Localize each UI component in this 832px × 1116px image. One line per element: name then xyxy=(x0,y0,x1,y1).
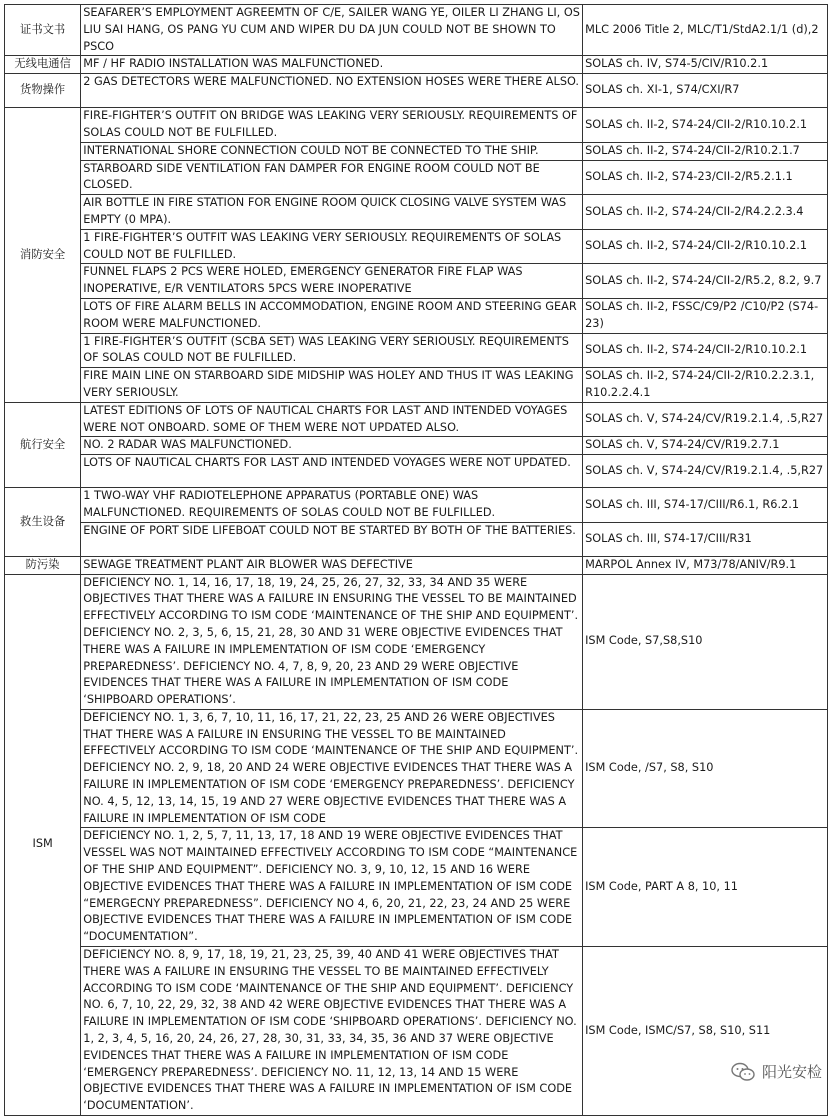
category-cell: 无线电通信 xyxy=(5,56,81,74)
regulation-reference-cell: SOLAS ch. II-2, S74-24/CII-2/R10.10.2.1 xyxy=(583,108,828,143)
regulation-reference-cell: SOLAS ch. II-2, FSSC/C9/P2 /C10/P2 (S74-23) xyxy=(583,298,828,333)
regulation-reference-cell: SOLAS ch. II-2, S74-24/CII-2/R10.2.1.7 xyxy=(583,142,828,160)
table-row xyxy=(5,333,828,368)
deficiency-description-cell: 1 FIRE-FIGHTER’S OUTFIT WAS LEAKING VERY SERIOUSLY. REQUIREMENTS OF SOLAS COULD NOT BE FULFILLED. xyxy=(81,229,583,264)
deficiency-description-cell: INTERNATIONAL SHORE CONNECTION COULD NOT BE CONNECTED TO THE SHIP. xyxy=(81,142,583,160)
regulation-reference-cell: SOLAS ch. II-2, S74-24/CII-2/R10.2.2.3.1, R10.2.2.4.1 xyxy=(583,368,828,403)
regulation-reference-cell: SOLAS ch. V, S74-24/CV/R19.2.7.1 xyxy=(583,437,828,455)
regulation-reference-cell: ISM Code, S7,S8,S10 xyxy=(583,574,828,709)
table-row xyxy=(5,709,828,828)
regulation-reference-cell: SOLAS ch. II-2, S74-23/CII-2/R5.2.1.1 xyxy=(583,160,828,195)
regulation-reference-cell: ISM Code, ISMC/S7, S8, S10, S11 xyxy=(583,947,828,1116)
table-row xyxy=(5,455,828,488)
regulation-reference-cell: ISM Code, /S7, S8, S10 xyxy=(583,709,828,828)
table-row xyxy=(5,828,828,947)
regulation-reference-cell: SOLAS ch. V, S74-24/CV/R19.2.1.4, .5,R27 xyxy=(583,402,828,437)
watermark-text: 阳光安检 xyxy=(761,1063,822,1081)
table-row xyxy=(5,74,828,108)
table-row xyxy=(5,947,828,1116)
deficiency-description-cell: LATEST EDITIONS OF LOTS OF NAUTICAL CHARTS FOR LAST AND INTENDED VOYAGES WERE NOT ONBOARD. SOME OF THEM WERE NOT UPDATED ALSO. xyxy=(81,402,583,437)
category-cell: 证书文书 xyxy=(5,5,81,56)
deficiency-description-cell: MF / HF RADIO INSTALLATION WAS MALFUNCTIONED. xyxy=(81,56,583,74)
table-row xyxy=(5,160,828,195)
table-row xyxy=(5,108,828,143)
table-row xyxy=(5,5,828,56)
regulation-reference-cell: MLC 2006 Title 2, MLC/T1/StdA2.1/1 (d),2 xyxy=(583,5,828,56)
wechat-icon xyxy=(730,1062,756,1082)
category-cell: 救生设备 xyxy=(5,488,81,557)
category-cell: 航行安全 xyxy=(5,402,81,487)
table-row xyxy=(5,195,828,230)
deficiency-description-cell: FUNNEL FLAPS 2 PCS WERE HOLED, EMERGENCY GENERATOR FIRE FLAP WAS INOPERATIVE, E/R VENTILATORS 5PCS WERE INOPERATIVE xyxy=(81,264,583,299)
regulation-reference-cell: SOLAS ch. V, S74-24/CV/R19.2.1.4, .5,R27 xyxy=(583,455,828,488)
category-cell: ISM xyxy=(5,574,81,1116)
regulation-reference-cell: ISM Code, PART A 8, 10, 11 xyxy=(583,828,828,947)
table-row xyxy=(5,556,828,574)
table-row xyxy=(5,56,828,74)
watermark xyxy=(728,1061,824,1082)
table-row xyxy=(5,229,828,264)
deficiency-description-cell: LOTS OF NAUTICAL CHARTS FOR LAST AND INTENDED VOYAGES WERE NOT UPDATED. xyxy=(81,455,583,488)
deficiency-description-cell: AIR BOTTLE IN FIRE STATION FOR ENGINE ROOM QUICK CLOSING VALVE SYSTEM WAS EMPTY (0 MPA). xyxy=(81,195,583,230)
table-row xyxy=(5,437,828,455)
regulation-reference-cell: SOLAS ch. III, S74-17/CIII/R6.1, R6.2.1 xyxy=(583,488,828,523)
deficiency-description-cell: 1 TWO-WAY VHF RADIOTELEPHONE APPARATUS (PORTABLE ONE) WAS MALFUNCTIONED. REQUIREMENTS OF SOLAS COULD NOT BE FULFILLED. xyxy=(81,488,583,523)
table-row xyxy=(5,522,828,556)
deficiency-description-cell: 1 FIRE-FIGHTER’S OUTFIT (SCBA SET) WAS LEAKING VERY SERIOUSLY. REQUIREMENTS OF SOLAS COULD NOT BE FULFILLED. xyxy=(81,333,583,368)
regulation-reference-cell: SOLAS ch. II-2, S74-24/CII-2/R5.2, 8.2, 9.7 xyxy=(583,264,828,299)
deficiency-description-cell: STARBOARD SIDE VENTILATION FAN DAMPER FOR ENGINE ROOM COULD NOT BE CLOSED. xyxy=(81,160,583,195)
deficiency-description-cell: SEWAGE TREATMENT PLANT AIR BLOWER WAS DEFECTIVE xyxy=(81,556,583,574)
regulation-reference-cell: SOLAS ch. II-2, S74-24/CII-2/R10.10.2.1 xyxy=(583,333,828,368)
regulation-reference-cell: SOLAS ch. II-2, S74-24/CII-2/R10.10.2.1 xyxy=(583,229,828,264)
table-row xyxy=(5,574,828,709)
table-row xyxy=(5,142,828,160)
deficiency-description-cell: SEAFARER’S EMPLOYMENT AGREEMTN OF C/E, SAILER WANG YE, OILER LI ZHANG LI, OS LIU SAI HANG, OS PANG YU CUM AND WIPER DU DA JUN COULD NOT BE SHOWN TO PSCO xyxy=(81,5,583,56)
category-cell: 防污染 xyxy=(5,556,81,574)
category-cell: 消防安全 xyxy=(5,108,81,403)
deficiency-table-body xyxy=(5,5,828,1116)
deficiency-description-cell: DEFICIENCY NO. 1, 3, 6, 7, 10, 11, 16, 17, 21, 22, 23, 25 AND 26 WERE OBJECTIVES THAT THERE WAS A FAILURE IN ENSURING THE VESSEL TO BE MAINTAINED EFFECTIVELY ACCORDING TO ISM CODE ‘MAINTENANCE OF THE SHIP AND EQUIPMENT’. DEFICIENCY NO. 2, 9, 18, 20 AND 24 WERE OBJECTIVE EVIDENCES THAT THERE WAS A FAILURE IN IMPLEMENTATION OF ISM CODE ‘EMERGENCY PREPAREDNESS’. DEFICIENCY NO. 4, 5, 12, 13, 14, 15, 19 AND 27 WERE OBJECTIVE EVIDENCES THAT THERE WAS A FAILURE IN IMPLEMENTATION OF ISM CODE xyxy=(81,709,583,828)
table-row xyxy=(5,298,828,333)
deficiency-description-cell: NO. 2 RADAR WAS MALFUNCTIONED. xyxy=(81,437,583,455)
deficiency-description-cell: FIRE-FIGHTER’S OUTFIT ON BRIDGE WAS LEAKING VERY SERIOUSLY. REQUIREMENTS OF SOLAS COULD NOT BE FULFILLED. xyxy=(81,108,583,143)
deficiency-description-cell: DEFICIENCY NO. 1, 14, 16, 17, 18, 19, 24, 25, 26, 27, 32, 33, 34 AND 35 WERE OBJECTIVES THAT THERE WAS A FAILURE IN ENSURING THE VESSEL TO BE MAINTAINED EFFECTIVELY ACCORDING TO ISM CODE ‘MAINTENANCE OF THE SHIP AND EQUIPMENT’. DEFICIENCY NO. 2, 3, 5, 6, 15, 21, 28, 30 AND 31 WERE OBJECTIVE EVIDENCES THAT THERE WAS A FAILURE IN IMPLEMENTATION OF ISM CODE ‘EMERGENCY PREPAREDNESS’. DEFICIENCY NO. 4, 7, 8, 9, 20, 23 AND 29 WERE OBJECTIVE EVIDENCES THAT THERE WAS A FAILURE IN IMPLEMENTATION OF ISM CODE ‘SHIPBOARD OPERATIONS’. xyxy=(81,574,583,709)
regulation-reference-cell: SOLAS ch. XI-1, S74/CXI/R7 xyxy=(583,74,828,108)
deficiency-description-cell: LOTS OF FIRE ALARM BELLS IN ACCOMMODATION, ENGINE ROOM AND STEERING GEAR ROOM WERE MALFUNCTIONED. xyxy=(81,298,583,333)
table-row xyxy=(5,264,828,299)
regulation-reference-cell: SOLAS ch. II-2, S74-24/CII-2/R4.2.2.3.4 xyxy=(583,195,828,230)
deficiency-description-cell: DEFICIENCY NO. 1, 2, 5, 7, 11, 13, 17, 18 AND 19 WERE OBJECTIVE EVIDENCES THAT VESSEL WAS NOT MAINTAINED EFFECTIVELY ACCORDING TO ISM CODE “MAINTENANCE OF THE SHIP AND EQUIPMENT”. DEFICIENCY NO. 3, 9, 10, 12, 15 AND 16 WERE OBJECTIVE EVIDENCES THAT THERE WAS A FAILURE IN IMPLEMENTATION OF ISM CODE “EMERGECNY PREPAREDNESS”. DEFICIENCY NO 4, 6, 20, 21, 22, 23, 24 AND 25 WERE OBJECTIVE EVIDENCES THAT THERE WAS A FAILURE IN IMPLEMENTATION OF ISM CODE “DOCUMENTATION”. xyxy=(81,828,583,947)
table-row xyxy=(5,368,828,403)
deficiency-description-cell: ENGINE OF PORT SIDE LIFEBOAT COULD NOT BE STARTED BY BOTH OF THE BATTERIES. xyxy=(81,522,583,556)
regulation-reference-cell: SOLAS ch. IV, S74-5/CIV/R10.2.1 xyxy=(583,56,828,74)
deficiency-description-cell: DEFICIENCY NO. 8, 9, 17, 18, 19, 21, 23, 25, 39, 40 AND 41 WERE OBJECTIVES THAT THERE WAS A FAILURE IN ENSURING THE VESSEL TO BE MAINTAINED EFFECTIVELY ACCORDING TO ISM CODE ‘MAINTENANCE OF THE SHIP AND EQUIPMENT’. DEFICIENCY NO. 6, 7, 10, 22, 29, 32, 38 AND 42 WERE OBJECTIVE EVIDENCES THAT THERE WAS A FAILURE IN IMPLEMENTATION OF ISM CODE ‘SHIPBOARD OPERATIONS’. DEFICIENCY NO. 1, 2, 3, 4, 5, 16, 20, 24, 26, 27, 28, 30, 31, 33, 34, 35, 36 AND 37 WERE OBJECTIVE EVIDENCES THAT THERE WAS A FAILURE IN IMPLEMENTATION OF ISM CODE ‘EMERGENCY PREPAREDNESS’. DEFICIENCY NO. 11, 12, 13, 14 AND 15 WERE OBJECTIVE EVIDENCES THAT THERE WAS A FAILURE IN IMPLEMENTATION OF ISM CODE ‘DOCUMENTATION’. xyxy=(81,947,583,1116)
table-row xyxy=(5,488,828,523)
category-cell: 货物操作 xyxy=(5,74,81,108)
deficiency-table xyxy=(4,4,828,1116)
deficiency-description-cell: 2 GAS DETECTORS WERE MALFUNCTIONED. NO EXTENSION HOSES WERE THERE ALSO. xyxy=(81,74,583,108)
regulation-reference-cell: MARPOL Annex IV, M73/78/ANIV/R9.1 xyxy=(583,556,828,574)
deficiency-description-cell: FIRE MAIN LINE ON STARBOARD SIDE MIDSHIP WAS HOLEY AND THUS IT WAS LEAKING VERY SERIOUSLY. xyxy=(81,368,583,403)
table-row xyxy=(5,402,828,437)
regulation-reference-cell: SOLAS ch. III, S74-17/CIII/R31 xyxy=(583,522,828,556)
